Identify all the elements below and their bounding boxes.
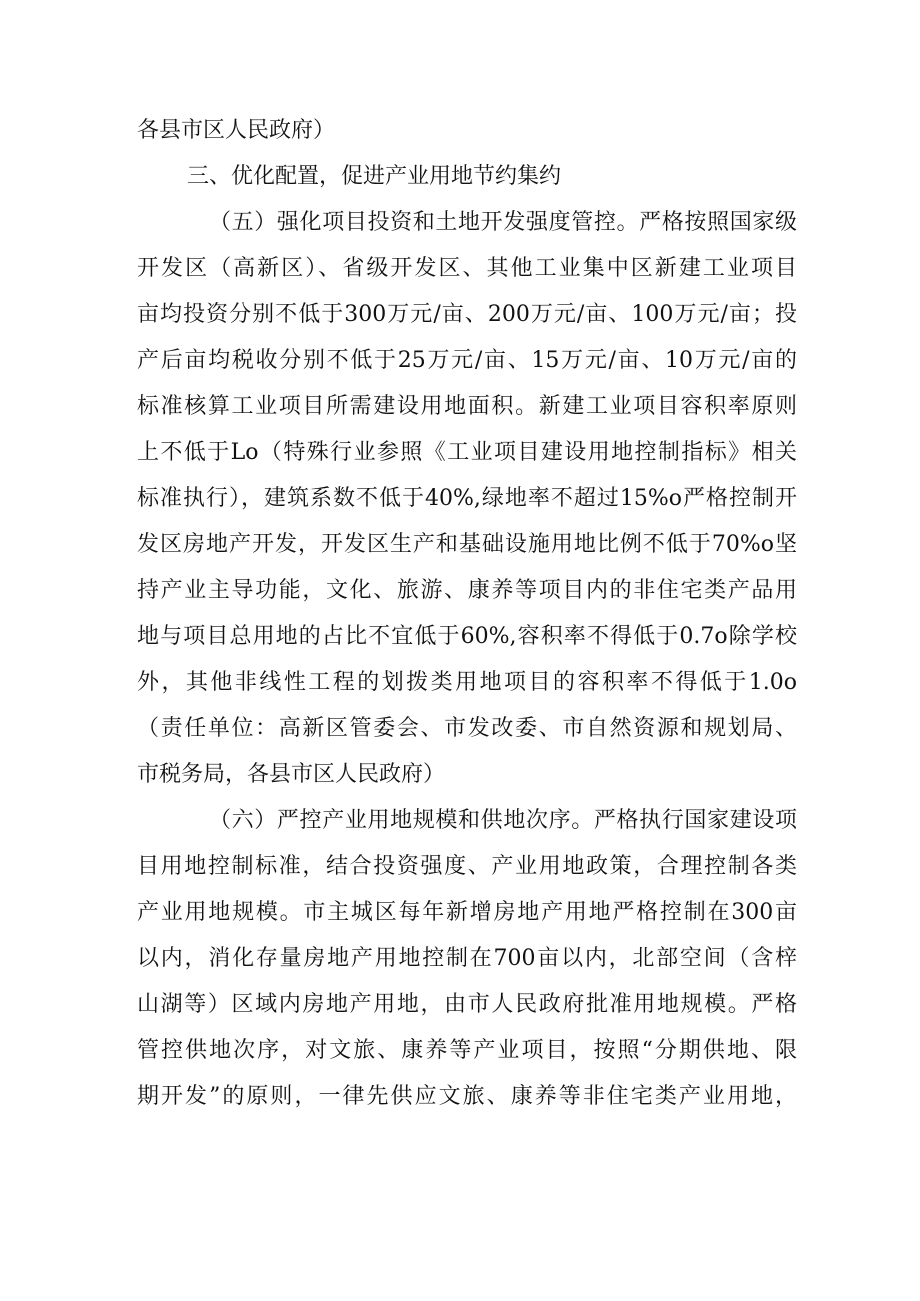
paragraph-line: 山湖等）区域内房地产用地，由市人民政府批准用地规模。严格 [137,992,797,1017]
paragraph-line: 目用地控制标准，结合投资强度、产业用地政策，合理控制各类 [137,854,797,879]
paragraph-line: （责任单位：高新区管委会、市发改委、市自然资源和规划局、 [137,716,797,741]
paragraph-line: 产业用地规模。市主城区每年新增房地产用地严格控制在300亩 [137,900,797,925]
paragraph-line: 市税务局，各县市区人民政府） [137,762,446,787]
paragraph-line: 标准执行），建筑系数不低于40%,绿地率不超过15%o严格控制开 [137,486,797,511]
paragraph-line: 标准核算工业项目所需建设用地面积。新建工业项目容积率原则 [137,394,797,419]
paragraph-line: 亩均投资分别不低于300万元/亩、200万元/亩、100万元/亩；投 [137,302,797,327]
paragraph-line: （六）严控产业用地规模和供地次序。严格执行国家建设项 [209,808,797,833]
body-line: 各县市区人民政府） [137,118,336,143]
paragraph-line: 上不低于Lo（特殊行业参照《工业项目建设用地控制指标》相关 [137,440,797,465]
document-body [137,108,797,1120]
paragraph-line: 地与项目总用地的占比不宜低于60%,容积率不得低于0.7o除学校 [137,624,797,649]
paragraph-line: 外，其他非线性工程的划拨类用地项目的容积率不得低于1.0o [137,670,797,695]
paragraph-line: 产后亩均税收分别不低于25万元/亩、15万元/亩、10万元/亩的 [137,348,797,373]
paragraph-line: 管控供地次序，对文旅、康养等产业项目，按照“分期供地、限 [137,1038,797,1063]
paragraph-line: 期开发”的原则，一律先供应文旅、康养等非住宅类产业用地， [137,1084,797,1109]
section-heading: 三、优化配置，促进产业用地节约集约 [187,164,562,189]
paragraph-line: （五）强化项目投资和土地开发强度管控。严格按照国家级 [209,210,797,235]
paragraph-line: 开发区（高新区）、省级开发区、其他工业集中区新建工业项目 [137,256,797,281]
paragraph-line: 发区房地产开发，开发区生产和基础设施用地比例不低于70%o坚 [137,532,797,557]
paragraph-line: 以内，消化存量房地产用地控制在700亩以内，北部空间（含梓 [137,946,797,971]
paragraph-line: 持产业主导功能，文化、旅游、康养等项目内的非住宅类产品用 [137,578,797,603]
